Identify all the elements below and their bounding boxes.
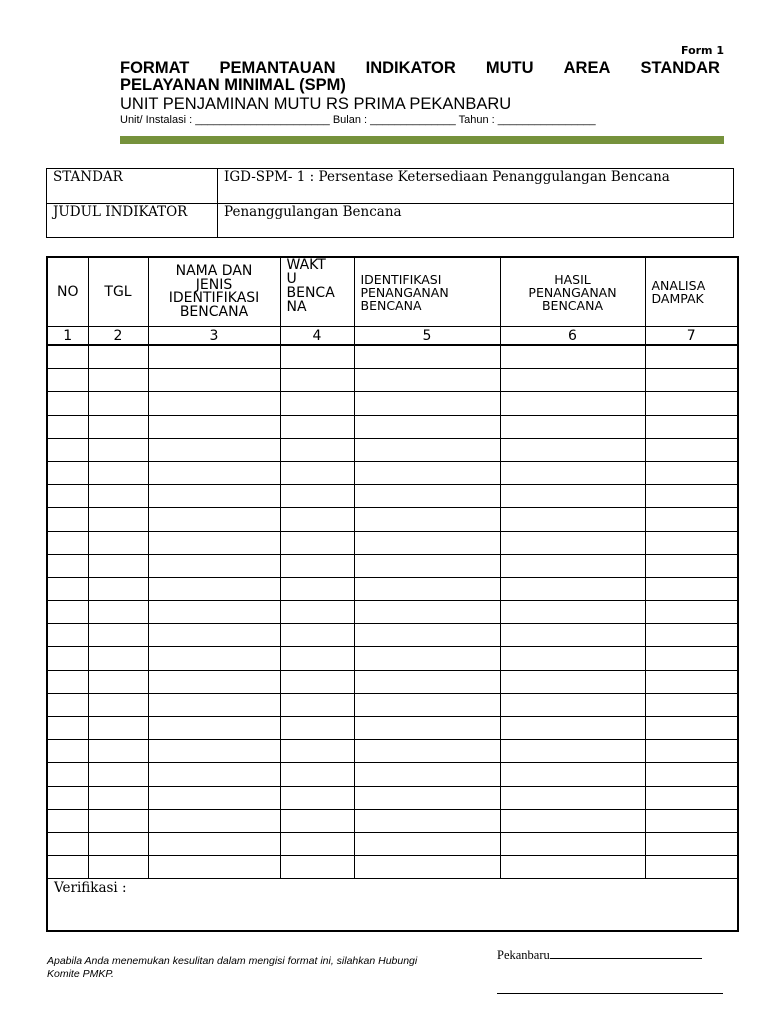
table-cell[interactable] <box>47 485 88 508</box>
table-row <box>47 786 738 809</box>
table-cell[interactable] <box>88 531 148 554</box>
table-cell[interactable] <box>280 601 354 624</box>
table-cell[interactable] <box>88 461 148 484</box>
table-cell[interactable] <box>280 809 354 832</box>
table-cell[interactable] <box>500 856 645 879</box>
table-cell[interactable] <box>280 624 354 647</box>
table-cell[interactable] <box>280 740 354 763</box>
table-cell[interactable] <box>280 345 354 369</box>
table-cell[interactable] <box>280 577 354 600</box>
table-row <box>47 461 738 484</box>
table-cell[interactable] <box>148 577 280 600</box>
table-cell[interactable] <box>280 461 354 484</box>
table-cell[interactable] <box>500 392 645 415</box>
header-line: BENCA <box>286 285 335 301</box>
table-row <box>47 369 738 392</box>
table-cell[interactable] <box>645 392 738 415</box>
table-cell[interactable] <box>47 856 88 879</box>
table-cell[interactable] <box>280 369 354 392</box>
table-row <box>47 415 738 438</box>
judul-indikator-label: JUDUL INDIKATOR <box>47 204 218 238</box>
table-cell[interactable] <box>47 345 88 369</box>
table-cell[interactable] <box>88 624 148 647</box>
table-cell[interactable] <box>88 345 148 369</box>
table-cell[interactable] <box>280 438 354 461</box>
table-cell[interactable] <box>645 508 738 531</box>
table-cell[interactable] <box>500 438 645 461</box>
header-line: ANALISA <box>651 278 706 293</box>
table-cell[interactable] <box>354 508 500 531</box>
table-row <box>47 832 738 855</box>
table-cell[interactable] <box>645 786 738 809</box>
table-cell[interactable] <box>354 345 500 369</box>
table-cell[interactable] <box>47 369 88 392</box>
table-cell[interactable] <box>280 832 354 855</box>
table-cell[interactable] <box>280 392 354 415</box>
table-cell[interactable] <box>645 438 738 461</box>
table-cell[interactable] <box>47 693 88 716</box>
table-cell[interactable] <box>645 345 738 369</box>
table-cell[interactable] <box>354 554 500 577</box>
table-cell[interactable] <box>148 763 280 786</box>
table-cell[interactable] <box>500 670 645 693</box>
table-row <box>47 554 738 577</box>
table-cell[interactable] <box>47 577 88 600</box>
table-cell[interactable] <box>354 832 500 855</box>
column-number: 3 <box>148 327 280 346</box>
table-cell[interactable] <box>354 786 500 809</box>
title-line-1 <box>120 60 720 77</box>
table-cell[interactable] <box>645 554 738 577</box>
header-line: BENCANA <box>179 303 249 320</box>
header-line: WAKT <box>286 257 326 273</box>
title-word: INDIKATOR <box>365 59 456 77</box>
standar-value: IGD-SPM- 1 : Persentase Ketersediaan Penanggulangan Bencana <box>218 169 734 204</box>
table-cell[interactable] <box>645 693 738 716</box>
table-cell[interactable] <box>88 740 148 763</box>
table-row <box>47 485 738 508</box>
table-cell[interactable] <box>354 647 500 670</box>
table-cell[interactable] <box>280 717 354 740</box>
table-cell[interactable] <box>500 415 645 438</box>
table-cell[interactable] <box>88 717 148 740</box>
table-cell[interactable] <box>645 763 738 786</box>
table-cell[interactable] <box>280 693 354 716</box>
table-cell[interactable] <box>148 693 280 716</box>
table-cell[interactable] <box>47 601 88 624</box>
table-cell[interactable] <box>148 508 280 531</box>
title-word: FORMAT <box>120 59 190 77</box>
table-cell[interactable] <box>500 832 645 855</box>
title-word: AREA <box>563 59 611 77</box>
table-cell[interactable] <box>645 624 738 647</box>
verification-cell[interactable]: Verifikasi : <box>47 879 738 932</box>
table-cell[interactable] <box>354 531 500 554</box>
table-cell[interactable] <box>280 670 354 693</box>
table-cell[interactable] <box>47 392 88 415</box>
table-cell[interactable] <box>354 670 500 693</box>
table-cell[interactable] <box>354 577 500 600</box>
table-cell[interactable] <box>354 763 500 786</box>
column-number: 7 <box>645 327 738 346</box>
table-cell[interactable] <box>148 624 280 647</box>
title-word: STANDAR <box>640 59 720 77</box>
table-cell[interactable] <box>88 438 148 461</box>
header-line: NA <box>286 299 307 315</box>
table-cell[interactable] <box>88 763 148 786</box>
table-cell[interactable] <box>47 809 88 832</box>
table-cell[interactable] <box>47 740 88 763</box>
header-tgl: TGL <box>88 257 148 327</box>
table-cell[interactable] <box>47 670 88 693</box>
table-cell[interactable] <box>645 809 738 832</box>
signature-line[interactable] <box>497 993 723 994</box>
column-number: 5 <box>354 327 500 346</box>
table-cell[interactable] <box>88 601 148 624</box>
header-line: NAMA DAN <box>175 263 253 279</box>
table-cell[interactable] <box>148 601 280 624</box>
standar-label: STANDAR <box>47 169 218 204</box>
column-number-row <box>47 327 738 346</box>
header-line: PENANGANAN <box>528 284 617 300</box>
table-cell[interactable] <box>47 438 88 461</box>
table-cell[interactable] <box>500 461 645 484</box>
table-cell[interactable] <box>280 856 354 879</box>
table-cell[interactable] <box>148 485 280 508</box>
column-number: 2 <box>88 327 148 346</box>
table-cell[interactable] <box>47 786 88 809</box>
table-cell[interactable] <box>354 856 500 879</box>
table-cell[interactable] <box>280 763 354 786</box>
unit-title: UNIT PENJAMINAN MUTU RS PRIMA PEKANBARU <box>120 95 512 113</box>
table-cell[interactable] <box>88 577 148 600</box>
table-row <box>47 809 738 832</box>
table-cell[interactable] <box>88 832 148 855</box>
table-cell[interactable] <box>354 461 500 484</box>
table-row <box>47 647 738 670</box>
table-cell[interactable] <box>148 717 280 740</box>
title-block <box>120 60 720 127</box>
table-cell[interactable] <box>88 554 148 577</box>
table-cell[interactable] <box>47 531 88 554</box>
table-cell[interactable] <box>645 740 738 763</box>
table-cell[interactable] <box>500 577 645 600</box>
header-line: BENCANA <box>360 297 422 313</box>
table-cell[interactable] <box>148 647 280 670</box>
unit-month-year-fill-line[interactable]: Unit/ Instalasi : ______________________ Bulan : ______________ Tahun : ________________ <box>120 114 596 126</box>
table-cell[interactable] <box>148 392 280 415</box>
table-cell[interactable] <box>47 647 88 670</box>
table-cell[interactable] <box>280 485 354 508</box>
table-cell[interactable] <box>148 415 280 438</box>
table-cell[interactable] <box>148 554 280 577</box>
table-cell[interactable] <box>354 693 500 716</box>
header-line: PENANGANAN <box>360 284 449 300</box>
judul-indikator-value: Penanggulangan Bencana <box>218 204 734 238</box>
indicator-info-table <box>46 168 734 238</box>
verification-row <box>47 879 738 932</box>
table-row <box>47 577 738 600</box>
table-cell[interactable] <box>500 786 645 809</box>
table-row <box>47 392 738 415</box>
table-cell[interactable] <box>148 740 280 763</box>
table-cell[interactable] <box>645 577 738 600</box>
header-line: DAMPAK <box>651 291 704 306</box>
header-line: U <box>286 271 297 287</box>
table-cell[interactable] <box>645 717 738 740</box>
header-analisa-dampak <box>645 257 738 327</box>
table-cell[interactable] <box>88 415 148 438</box>
table-cell[interactable] <box>500 763 645 786</box>
table-cell[interactable] <box>500 531 645 554</box>
table-cell[interactable] <box>88 369 148 392</box>
table-cell[interactable] <box>645 856 738 879</box>
table-cell[interactable] <box>500 717 645 740</box>
table-row <box>47 438 738 461</box>
table-cell[interactable] <box>645 415 738 438</box>
table-cell[interactable] <box>88 809 148 832</box>
table-cell[interactable] <box>354 392 500 415</box>
table-cell[interactable] <box>645 647 738 670</box>
table-cell[interactable] <box>354 438 500 461</box>
table-cell[interactable] <box>88 670 148 693</box>
table-cell[interactable] <box>354 369 500 392</box>
table-row <box>47 763 738 786</box>
monitoring-table <box>46 256 739 932</box>
header-hasil-penanganan <box>500 257 645 327</box>
place-signature-line <box>497 946 702 963</box>
table-cell[interactable] <box>88 485 148 508</box>
table-cell[interactable] <box>88 693 148 716</box>
table-cell[interactable] <box>148 786 280 809</box>
table-cell[interactable] <box>47 508 88 531</box>
table-cell[interactable] <box>148 531 280 554</box>
header-line: IDENTIFIKASI <box>168 290 260 306</box>
table-row <box>47 624 738 647</box>
column-number: 6 <box>500 327 645 346</box>
table-cell[interactable] <box>500 485 645 508</box>
table-cell[interactable] <box>354 415 500 438</box>
table-cell[interactable] <box>47 717 88 740</box>
table-cell[interactable] <box>47 415 88 438</box>
header-line: BENCANA <box>541 297 603 313</box>
table-cell[interactable] <box>148 345 280 369</box>
table-cell[interactable] <box>280 786 354 809</box>
table-cell[interactable] <box>500 693 645 716</box>
title-line-2: PELAYANAN MINIMAL (SPM) <box>120 76 346 94</box>
table-cell[interactable] <box>148 369 280 392</box>
table-row <box>47 601 738 624</box>
table-cell[interactable] <box>354 485 500 508</box>
table-row <box>47 717 738 740</box>
title-word: PEMANTAUAN <box>219 59 336 77</box>
header-no: NO <box>47 257 88 327</box>
table-cell[interactable] <box>148 832 280 855</box>
table-row <box>47 345 738 369</box>
table-row <box>47 670 738 693</box>
table-cell[interactable] <box>280 647 354 670</box>
table-cell[interactable] <box>500 345 645 369</box>
table-cell[interactable] <box>88 786 148 809</box>
accent-divider-bar <box>120 136 724 144</box>
column-number: 4 <box>280 327 354 346</box>
date-fill-line[interactable] <box>550 946 702 959</box>
table-cell[interactable] <box>645 485 738 508</box>
table-cell[interactable] <box>280 531 354 554</box>
table-cell[interactable] <box>47 763 88 786</box>
header-identifikasi-penanganan <box>354 257 500 327</box>
table-cell[interactable] <box>47 461 88 484</box>
table-row <box>47 740 738 763</box>
header-waktu-bencana <box>280 257 354 327</box>
table-cell[interactable] <box>280 508 354 531</box>
table-cell[interactable] <box>148 809 280 832</box>
place-label: Pekanbaru <box>497 948 550 962</box>
table-cell[interactable] <box>500 554 645 577</box>
help-note: Apabila Anda menemukan kesulitan dalam mengisi format ini, silahkan Hubungi Komite PMKP. <box>47 955 418 980</box>
header-line: IDENTIFIKASI <box>360 271 442 287</box>
table-cell[interactable] <box>500 369 645 392</box>
table-cell[interactable] <box>500 647 645 670</box>
table-cell[interactable] <box>645 531 738 554</box>
table-row <box>47 508 738 531</box>
title-word: MUTU <box>485 59 534 77</box>
table-cell[interactable] <box>645 832 738 855</box>
form-number: Form 1 <box>681 44 724 57</box>
table-cell[interactable] <box>500 601 645 624</box>
table-cell[interactable] <box>148 438 280 461</box>
table-cell[interactable] <box>47 832 88 855</box>
header-line: JENIS <box>195 276 233 293</box>
table-cell[interactable] <box>645 369 738 392</box>
table-cell[interactable] <box>645 601 738 624</box>
table-cell[interactable] <box>88 856 148 879</box>
table-cell[interactable] <box>88 392 148 415</box>
table-cell[interactable] <box>354 717 500 740</box>
table-cell[interactable] <box>148 856 280 879</box>
table-cell[interactable] <box>354 601 500 624</box>
table-cell[interactable] <box>88 647 148 670</box>
table-header-row <box>47 257 738 327</box>
table-cell[interactable] <box>645 670 738 693</box>
header-line: HASIL <box>554 271 591 287</box>
table-cell[interactable] <box>47 554 88 577</box>
table-cell[interactable] <box>280 554 354 577</box>
table-cell[interactable] <box>148 461 280 484</box>
table-row <box>47 856 738 879</box>
table-cell[interactable] <box>354 809 500 832</box>
table-cell[interactable] <box>354 740 500 763</box>
table-cell[interactable] <box>88 508 148 531</box>
table-cell[interactable] <box>500 624 645 647</box>
table-cell[interactable] <box>148 670 280 693</box>
table-row <box>47 531 738 554</box>
table-cell[interactable] <box>500 740 645 763</box>
table-row <box>47 693 738 716</box>
table-cell[interactable] <box>354 624 500 647</box>
table-cell[interactable] <box>500 809 645 832</box>
header-nama-jenis-identifikasi <box>148 257 280 327</box>
table-cell[interactable] <box>645 461 738 484</box>
table-cell[interactable] <box>47 624 88 647</box>
column-number: 1 <box>47 327 88 346</box>
table-cell[interactable] <box>500 508 645 531</box>
table-cell[interactable] <box>280 415 354 438</box>
